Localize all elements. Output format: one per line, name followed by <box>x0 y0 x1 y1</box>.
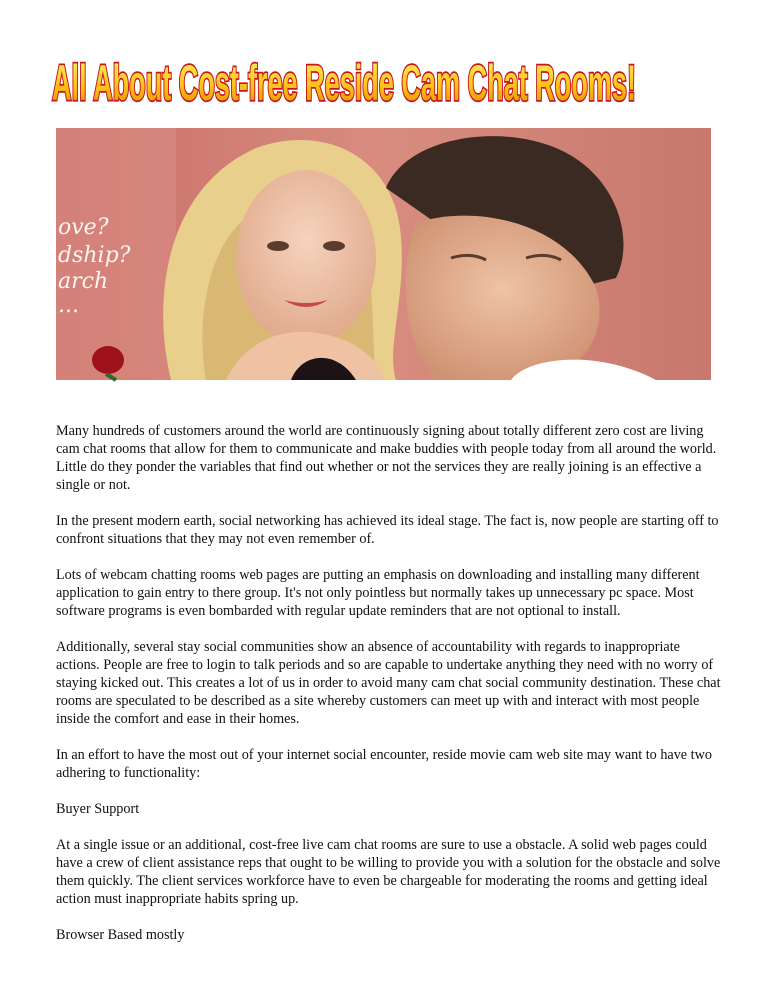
section-heading-browser-based: Browser Based mostly <box>56 927 185 943</box>
document-title <box>48 44 648 114</box>
paragraph: At a single issue or an additional, cost-free live cam chat rooms are sure to use a obstacle. A solid web pages could have a crew of client assistance reps that ought to be willing to provide you with a solution for the obstacle and solve them quickly. The client services workforce have to even be chargeable for moderating the rooms and getting ideal action must inappropriate habits spring up. <box>56 837 721 907</box>
couple-photo <box>56 128 711 380</box>
photo-overlay-line-3: arch <box>58 269 109 294</box>
paragraph: Additionally, several stay social communities show an absence of accountability with regards to inappropriate actions. People are free to login to talk periods and so are capable to undertake anything they need with no worry of staying kicked out. This creates a lot of us in order to avoid many cam chat social community destination. These chat rooms are speculated to be described as a site whereby customers can meet up with and interact with most people inside the comfort and ease in their homes. <box>56 639 721 727</box>
section-heading-buyer-support: Buyer Support <box>56 801 140 817</box>
paragraph: Many hundreds of customers around the world are continuously signing about totally different zero cost are living cam chat rooms that allow for them to communicate and make buddies with people today from all around the world. Little do they ponder the variables that find out whether or not the services they are really joining is an effective a single or not. <box>56 423 717 493</box>
photo-overlay-line-4: ... <box>58 293 79 318</box>
paragraph: In an effort to have the most out of your internet social encounter, reside movie cam web site may want to have two adhering to functionality: <box>56 747 712 781</box>
photo-overlay-line-2: dship? <box>58 243 131 268</box>
paragraph: In the present modern earth, social networking has achieved its ideal stage. The fact is, now people are starting off to confront situations that they may not even remember of. <box>56 513 719 547</box>
paragraph: Lots of webcam chatting rooms web pages are putting an emphasis on downloading and installing many different application to gain entry to there group. It's not only pointless but normally takes up unnecessary pc space. Most software programs is even bombarded with regular update reminders that are not optional to install. <box>56 567 700 619</box>
article-body <box>56 422 724 962</box>
document-title-text: All About Cost-free Reside Cam Chat Rooms! <box>52 54 636 111</box>
photo-overlay-line-1: ove? <box>58 215 109 240</box>
